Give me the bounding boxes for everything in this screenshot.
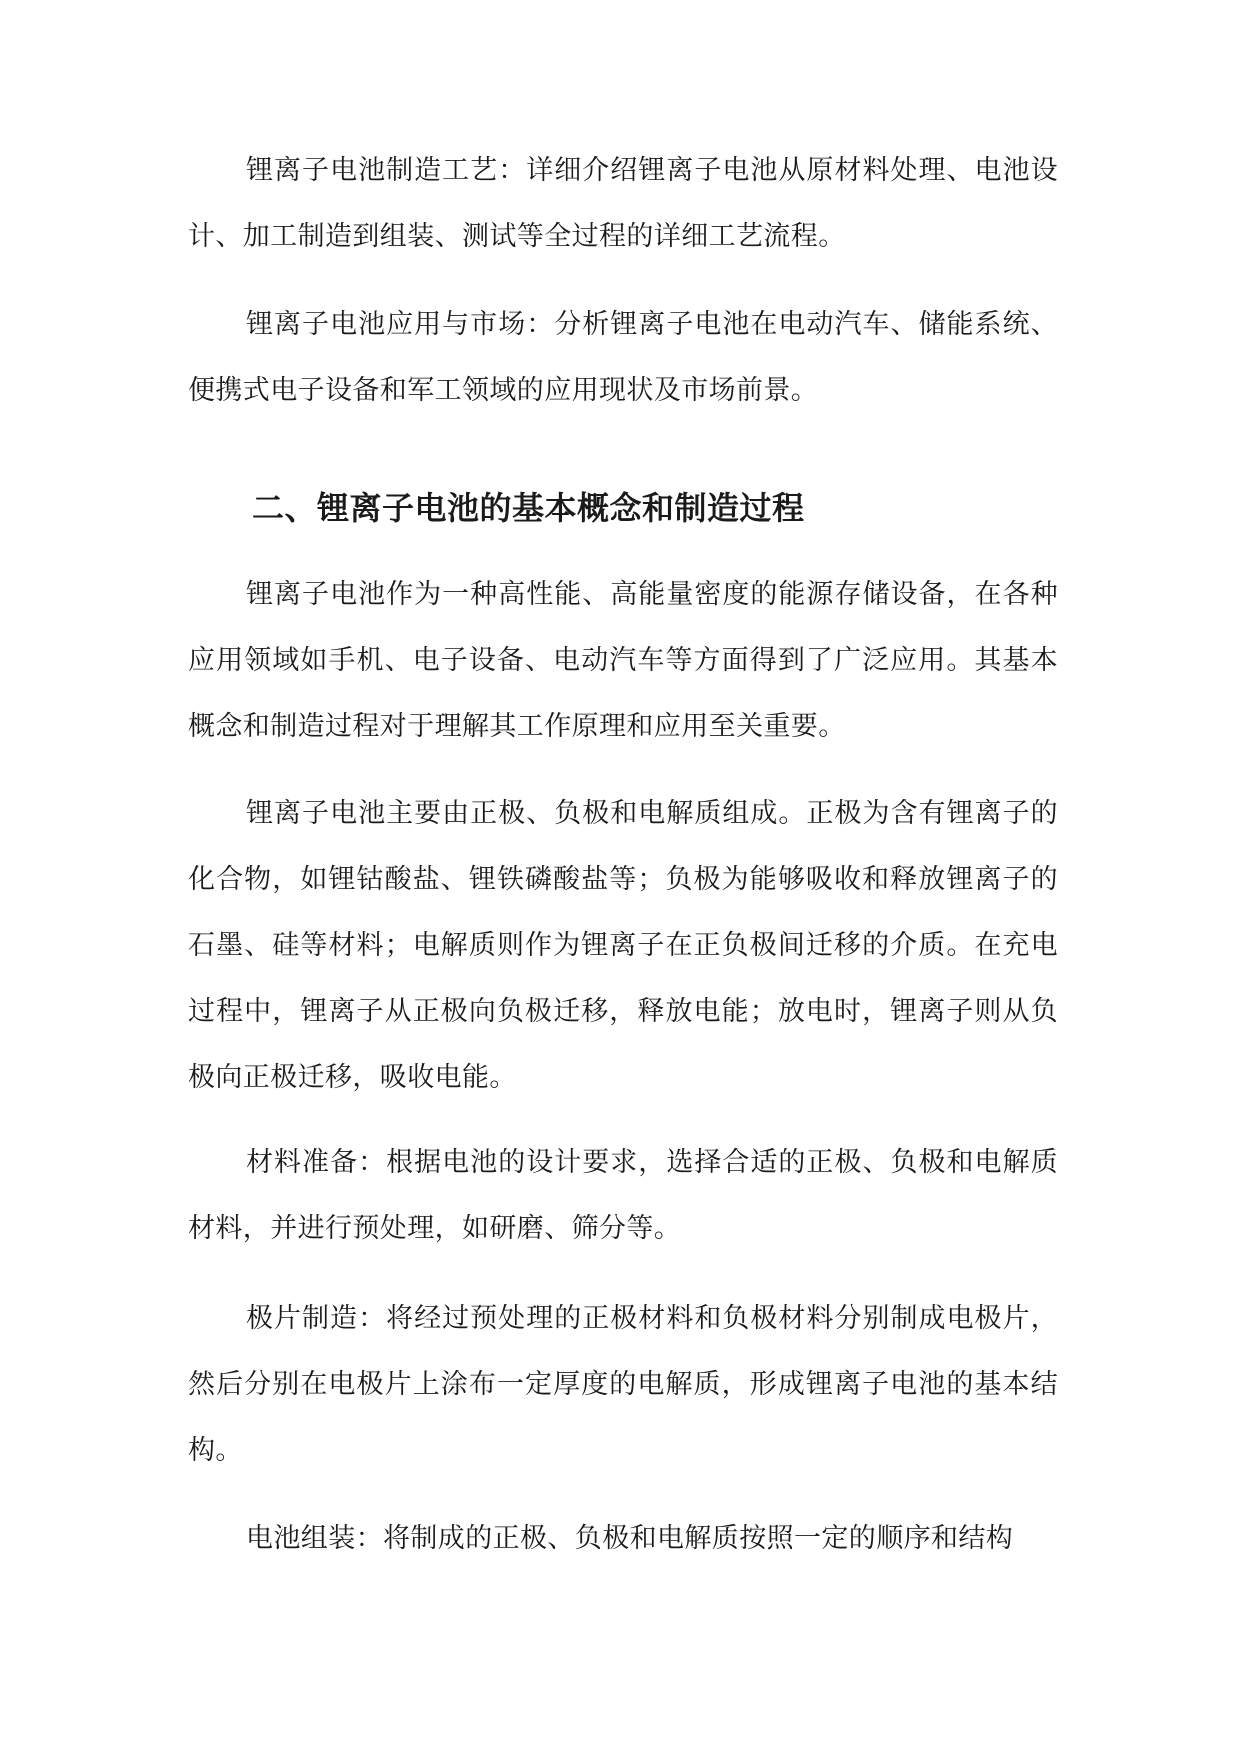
paragraph-manufacturing-process: 锂离子电池制造工艺：详细介绍锂离子电池从原材料处理、电池设计、加工制造到组装、测试等全过程的详细工艺流程。 bbox=[188, 155, 1058, 252]
paragraph-application-market: 锂离子电池应用与市场：分析锂离子电池在电动汽车、储能系统、便携式电子设备和军工领域的应用现状及市场前景。 bbox=[188, 309, 1058, 406]
paragraph-introduction: 锂离子电池作为一种高性能、高能量密度的能源存储设备，在各种应用领域如手机、电子设备、电动汽车等方面得到了广泛应用。其基本概念和制造过程对于理解其工作原理和应用至关重要。 bbox=[188, 579, 1058, 742]
section-heading: 二、锂离子电池的基本概念和制造过程 bbox=[252, 489, 805, 527]
paragraph-electrode-manufacturing: 极片制造：将经过预处理的正极材料和负极材料分别制成电极片，然后分别在电极片上涂布一定厚度的电解质，形成锂离子电池的基本结构。 bbox=[188, 1303, 1058, 1466]
paragraph-battery-assembly: 电池组装：将制成的正极、负极和电解质按照一定的顺序和结构 bbox=[246, 1523, 1014, 1554]
paragraph-components: 锂离子电池主要由正极、负极和电解质组成。正极为含有锂离子的化合物，如锂钴酸盐、锂铁磷酸盐等；负极为能够吸收和释放锂离子的石墨、硅等材料；电解质则作为锂离子在正负极间迁移的介质。在充电过程中，锂离子从正极向负极迁移，释放电能；放电时，锂离子则从负极向正极迁移，吸收电能。 bbox=[188, 798, 1058, 1093]
paragraph-material-preparation: 材料准备：根据电池的设计要求，选择合适的正极、负极和电解质材料，并进行预处理，如研磨、筛分等。 bbox=[188, 1147, 1058, 1244]
